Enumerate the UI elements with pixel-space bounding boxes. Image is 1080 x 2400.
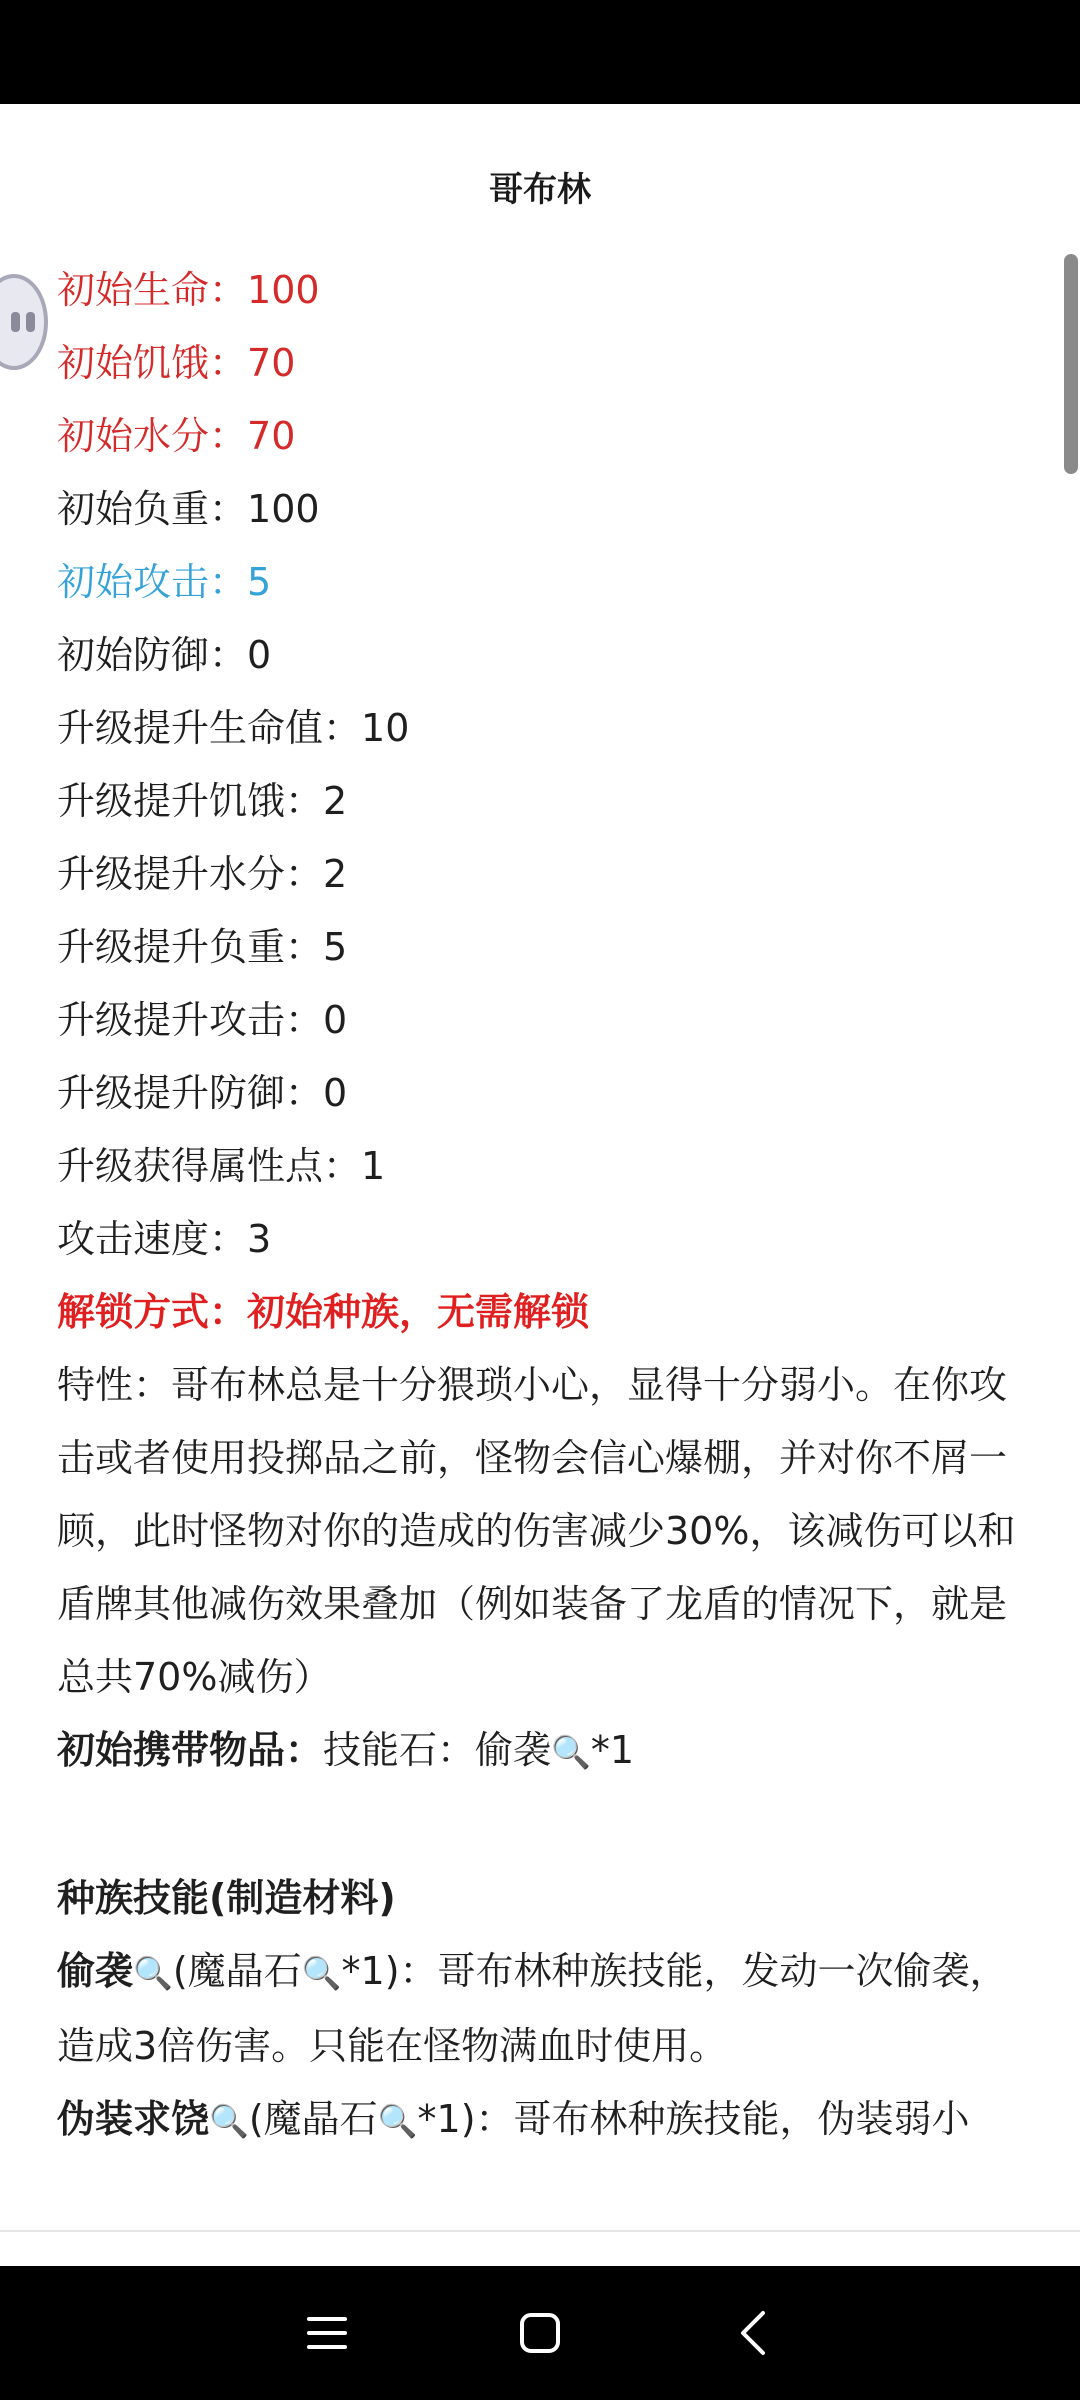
stat-row-3: 初始负重：100 <box>57 487 320 531</box>
skill-entry <box>57 1935 1017 2083</box>
float-dot <box>11 312 20 332</box>
stat-row-2: 初始水分：70 <box>57 414 296 458</box>
skill-desc: ：哥布林种族技能，发动一次偷袭，造成3倍伤害。只能在怪物满血时使用。 <box>57 1949 1008 2068</box>
starting-items-label: 初始携带物品： <box>57 1728 324 1772</box>
unlock-method: 解锁方式：初始种族，无需解锁 <box>57 1290 590 1334</box>
skill-entry <box>57 2083 1017 2158</box>
stat-row-1: 初始饥饿：70 <box>57 341 296 385</box>
menu-icon[interactable] <box>297 2303 357 2363</box>
starting-items-text: 技能石：偷袭 <box>323 1728 552 1772</box>
system-nav-bar <box>0 2266 1080 2400</box>
trait-description: 特性：哥布林总是十分猥琐小心，显得十分弱小。在你攻击或者使用投掷品之前，怪物会信心爆棚，并对你不屑一顾，此时怪物对你的造成的伤害减少30%，该减伤可以和盾牌其他减伤效果叠加（例如装备了龙盾的情况下，就是总共70%减伤） <box>57 1363 1016 1699</box>
stat-row-8: 升级提升水分：2 <box>57 852 348 896</box>
skill-material-suffix: *1) <box>417 2097 476 2141</box>
home-square-icon[interactable] <box>510 2303 570 2363</box>
dialog-content <box>57 254 1017 2158</box>
skill-name: 偷袭 <box>57 1949 134 1993</box>
skills-heading: 种族技能(制造材料) <box>57 1876 396 1920</box>
skill-material-suffix: *1) <box>341 1949 400 1993</box>
float-dot <box>26 312 35 332</box>
stat-row-11: 升级提升防御：0 <box>57 1071 348 1115</box>
stat-row-4: 初始攻击：5 <box>57 560 272 604</box>
spacer <box>57 1789 1017 1862</box>
magnifier-icon[interactable]: 🔍 <box>377 2102 418 2140</box>
status-bar <box>0 0 1080 104</box>
magnifier-icon[interactable]: 🔍 <box>209 2102 249 2140</box>
skill-material: (魔晶石 <box>248 2097 378 2141</box>
magnifier-icon[interactable]: 🔍 <box>551 1733 591 1771</box>
stat-row-10: 升级提升攻击：0 <box>57 998 348 1042</box>
stat-row-0: 初始生命：100 <box>57 268 320 312</box>
detail-dialog <box>0 104 1080 2266</box>
dialog-content-scroll[interactable] <box>0 254 1062 2230</box>
stat-row-5: 初始防御：0 <box>57 633 272 677</box>
starting-items <box>57 1714 1017 1789</box>
starting-items-suffix: *1 <box>590 1728 635 1772</box>
dialog-title: 哥布林 <box>489 170 591 210</box>
stat-row-12: 升级获得属性点：1 <box>57 1144 386 1188</box>
magnifier-icon[interactable]: 🔍 <box>133 1954 173 1992</box>
skill-desc: ：哥布林种族技能，伪装弱小 <box>475 2097 970 2141</box>
stat-row-13: 攻击速度：3 <box>57 1217 272 1261</box>
skill-name: 伪装求饶 <box>57 2097 210 2141</box>
scrollbar-thumb[interactable] <box>1064 254 1078 474</box>
back-chevron-icon[interactable] <box>723 2303 783 2363</box>
skill-material: (魔晶石 <box>172 1949 302 1993</box>
stat-row-9: 升级提升负重：5 <box>57 925 348 969</box>
stat-row-7: 升级提升饥饿：2 <box>57 779 348 823</box>
stat-row-6: 升级提升生命值：10 <box>57 706 410 750</box>
magnifier-icon[interactable]: 🔍 <box>301 1954 342 1992</box>
